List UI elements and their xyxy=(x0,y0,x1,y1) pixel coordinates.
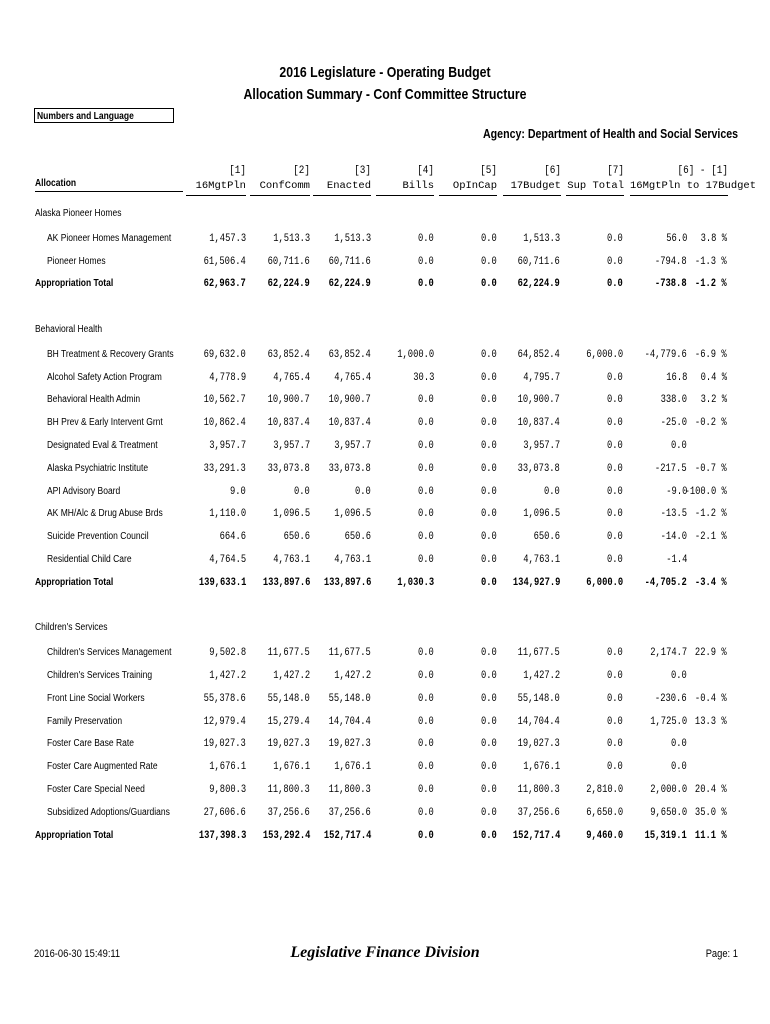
cell-value: 1,725.0 xyxy=(650,715,687,728)
cell-value: 152,717.4 xyxy=(323,829,371,842)
cell-value: 15,319.1 xyxy=(644,829,687,842)
row-name: Alcohol Safety Action Program xyxy=(47,371,162,383)
cell-value: 4,763.1 xyxy=(273,554,310,566)
column-header xyxy=(376,164,434,196)
cell-value: 0.0 xyxy=(355,485,371,498)
cell-value: 30.3 xyxy=(412,371,434,384)
cell-value: 0.0 xyxy=(481,278,497,291)
cell-value: 9,502.8 xyxy=(209,647,246,660)
cell-value: 0.0 xyxy=(418,554,434,566)
cell-value: 1,000.0 xyxy=(397,348,434,361)
cell-value: 0.0 xyxy=(607,761,623,774)
cell-value: 62,224.9 xyxy=(517,278,560,291)
cell-value: 2,174.7 xyxy=(650,647,687,660)
table-row xyxy=(0,256,770,272)
numbers-language-label: Numbers and Language xyxy=(37,111,134,122)
table-row xyxy=(0,738,770,754)
cell-value: 9.0 xyxy=(230,485,246,498)
cell-value: -1.3 % xyxy=(695,255,727,268)
cell-value: 0.0 xyxy=(481,715,497,728)
row-name: Foster Care Base Rate xyxy=(47,738,134,750)
cell-value: 0.0 xyxy=(544,485,560,498)
table-row xyxy=(0,761,770,777)
row-name: BH Prev & Early Intervent Grnt xyxy=(47,417,163,429)
cell-value: 0.0 xyxy=(418,394,434,407)
cell-value: 11,677.5 xyxy=(267,647,310,660)
cell-value: 0.0 xyxy=(607,647,623,660)
cell-value: -217.5 xyxy=(655,462,687,475)
cell-value: 0.0 xyxy=(607,417,623,430)
cell-value: 11,800.3 xyxy=(267,784,310,796)
table-row xyxy=(0,349,770,365)
table-row xyxy=(0,531,770,547)
cell-value: 0.0 xyxy=(418,417,434,430)
cell-value: -3.4 % xyxy=(695,576,727,589)
table-row xyxy=(0,463,770,479)
cell-value: 139,633.1 xyxy=(198,576,246,589)
table-row xyxy=(0,647,770,663)
cell-value: 0.0 xyxy=(607,554,623,566)
cell-value: 27,606.6 xyxy=(203,806,246,819)
cell-value: 0.0 xyxy=(607,715,623,728)
column-number: [4] xyxy=(417,165,434,177)
cell-value: 0.0 xyxy=(481,508,497,521)
cell-value: 0.0 xyxy=(418,278,434,291)
column-label: OpInCap xyxy=(439,179,497,196)
cell-value: 4,765.4 xyxy=(334,371,371,384)
table-row xyxy=(0,440,770,456)
cell-value: 1,676.1 xyxy=(273,761,310,774)
cell-value: 0.0 xyxy=(671,440,687,452)
cell-value: 0.0 xyxy=(418,255,434,268)
cell-value: -4,705.2 xyxy=(644,576,687,589)
column-header xyxy=(313,164,371,196)
cell-value: 14,704.4 xyxy=(517,715,560,728)
table-row xyxy=(0,784,770,800)
column-label: ConfComm xyxy=(250,179,310,196)
cell-value: 55,378.6 xyxy=(203,692,246,705)
cell-value: 0.0 xyxy=(481,394,497,407)
cell-value: 22.9 % xyxy=(695,647,727,660)
cell-value: 338.0 xyxy=(660,394,687,407)
cell-value: 1,676.1 xyxy=(523,761,560,774)
cell-value: 0.0 xyxy=(607,485,623,498)
cell-value: 9,800.3 xyxy=(209,784,246,796)
cell-value: 11,800.3 xyxy=(328,784,371,796)
cell-value: 10,837.4 xyxy=(267,417,310,430)
cell-value: 63,852.4 xyxy=(267,348,310,361)
cell-value: -738.8 xyxy=(655,278,687,291)
cell-value: 1,096.5 xyxy=(334,508,371,521)
cell-value: 0.0 xyxy=(481,462,497,475)
cell-value: 0.0 xyxy=(607,232,623,245)
column-header xyxy=(186,164,246,196)
cell-value: 60,711.6 xyxy=(517,255,560,268)
cell-value: 1,427.2 xyxy=(523,670,560,682)
cell-value: 3.2 % xyxy=(700,394,727,407)
page-number: Page: 1 xyxy=(705,948,738,960)
cell-value: 0.0 xyxy=(481,576,497,589)
cell-value: 0.0 xyxy=(481,554,497,566)
table-row xyxy=(0,716,770,732)
cell-value: 10,562.7 xyxy=(203,394,246,407)
cell-value: -0.2 % xyxy=(695,417,727,430)
table-row xyxy=(0,486,770,502)
cell-value: -1.2 % xyxy=(695,278,727,291)
cell-value: 6,650.0 xyxy=(586,806,623,819)
column-label: Sup Total xyxy=(566,179,624,196)
column-number: [2] xyxy=(293,165,310,177)
row-name: Appropriation Total xyxy=(35,829,114,841)
row-name: AK MH/Alc & Drug Abuse Brds xyxy=(47,508,163,520)
cell-value: 11.1 % xyxy=(695,829,727,842)
cell-value: -14.0 xyxy=(660,531,687,544)
cell-value: 134,927.9 xyxy=(512,576,560,589)
table-row xyxy=(0,554,770,570)
cell-value: 4,778.9 xyxy=(209,371,246,384)
table-row xyxy=(0,693,770,709)
column-header xyxy=(439,164,497,196)
cell-value: 6,000.0 xyxy=(586,348,623,361)
cell-value: 60,711.6 xyxy=(328,255,371,268)
column-header xyxy=(503,164,561,196)
cell-value: -1.2 % xyxy=(695,508,727,521)
column-number: [5] xyxy=(480,165,497,177)
report-title: 2016 Legislature - Operating Budget xyxy=(279,64,491,81)
cell-value: 0.0 xyxy=(481,255,497,268)
cell-value: 10,900.7 xyxy=(328,394,371,407)
cell-value: 37,256.6 xyxy=(517,806,560,819)
row-name: Designated Eval & Treatment xyxy=(47,440,158,451)
cell-value: -4,779.6 xyxy=(644,348,687,361)
row-name: Front Line Social Workers xyxy=(47,692,145,704)
cell-value: 1,513.3 xyxy=(334,232,371,245)
cell-value: 19,027.3 xyxy=(517,738,560,751)
cell-value: 64,852.4 xyxy=(517,348,560,361)
cell-value: 37,256.6 xyxy=(328,806,371,819)
cell-value: 0.0 xyxy=(481,417,497,430)
cell-value: 63,852.4 xyxy=(328,348,371,361)
row-name: AK Pioneer Homes Management xyxy=(47,232,172,244)
table-row xyxy=(0,807,770,823)
cell-value: 33,073.8 xyxy=(328,462,371,475)
cell-value: -794.8 xyxy=(655,255,687,268)
cell-value: 10,837.4 xyxy=(328,417,371,430)
cell-value: 0.0 xyxy=(481,784,497,796)
cell-value: 33,073.8 xyxy=(517,462,560,475)
table-row xyxy=(0,508,770,524)
cell-value: 10,900.7 xyxy=(267,394,310,407)
cell-value: 0.0 xyxy=(481,232,497,245)
row-name: Alaska Psychiatric Institute xyxy=(47,462,149,474)
cell-value: 11,677.5 xyxy=(328,647,371,660)
table-row xyxy=(0,670,770,686)
cell-value: 0.0 xyxy=(418,670,434,682)
cell-value: 61,506.4 xyxy=(203,255,246,268)
row-name: Family Preservation xyxy=(47,715,123,727)
cell-value: 6,000.0 xyxy=(586,576,623,589)
cell-value: 14,704.4 xyxy=(328,715,371,728)
row-name: Foster Care Augmented Rate xyxy=(47,761,158,773)
cell-value: 0.0 xyxy=(671,738,687,751)
cell-value: 16.8 xyxy=(665,371,687,384)
cell-value: 55,148.0 xyxy=(517,692,560,705)
cell-value: 3,957.7 xyxy=(209,440,246,452)
cell-value: -0.4 % xyxy=(695,692,727,705)
cell-value: 19,027.3 xyxy=(267,738,310,751)
cell-value: 0.0 xyxy=(671,670,687,682)
cell-value: 3,957.7 xyxy=(273,440,310,452)
cell-value: 0.0 xyxy=(607,508,623,521)
column-number: [6] - [1] xyxy=(677,165,728,177)
cell-value: 60,711.6 xyxy=(267,255,310,268)
cell-value: 11,800.3 xyxy=(517,784,560,796)
cell-value: 0.0 xyxy=(418,715,434,728)
cell-value: -100.0 % xyxy=(684,485,727,498)
cell-value: 2,000.0 xyxy=(650,784,687,796)
cell-value: -13.5 xyxy=(660,508,687,521)
cell-value: 0.0 xyxy=(481,440,497,452)
cell-value: 664.6 xyxy=(219,531,246,544)
cell-value: 62,224.9 xyxy=(328,278,371,291)
cell-value: 0.0 xyxy=(481,806,497,819)
column-label: 17Budget xyxy=(503,179,561,196)
cell-value: 12,979.4 xyxy=(203,715,246,728)
cell-value: 10,900.7 xyxy=(517,394,560,407)
cell-value: 15,279.4 xyxy=(267,715,310,728)
division-name: Legislative Finance Division xyxy=(290,944,480,961)
cell-value: 0.0 xyxy=(607,278,623,291)
appropriation-total-row xyxy=(0,577,770,593)
cell-value: 0.0 xyxy=(481,371,497,384)
cell-value: 0.0 xyxy=(607,394,623,407)
cell-value: 33,073.8 xyxy=(267,462,310,475)
cell-value: 1,096.5 xyxy=(523,508,560,521)
cell-value: 0.0 xyxy=(418,508,434,521)
cell-value: 0.0 xyxy=(481,738,497,751)
cell-value: 0.0 xyxy=(607,692,623,705)
row-name: Children's Services Training xyxy=(47,670,153,681)
column-header xyxy=(630,164,757,196)
cell-value: 0.0 xyxy=(481,829,497,842)
cell-value: 650.6 xyxy=(533,531,560,544)
cell-value: 0.0 xyxy=(418,761,434,774)
cell-value: 4,764.5 xyxy=(209,554,246,566)
cell-value: 13.3 % xyxy=(695,715,727,728)
cell-value: 0.0 xyxy=(607,531,623,544)
column-label: Enacted xyxy=(313,179,371,196)
cell-value: 0.0 xyxy=(481,670,497,682)
cell-value: -1.4 xyxy=(665,554,687,566)
cell-value: 4,763.1 xyxy=(334,554,371,566)
cell-value: 11,677.5 xyxy=(517,647,560,660)
cell-value: 55,148.0 xyxy=(267,692,310,705)
cell-value: -230.6 xyxy=(655,692,687,705)
cell-value: 1,676.1 xyxy=(334,761,371,774)
cell-value: 650.6 xyxy=(344,531,371,544)
cell-value: 0.0 xyxy=(418,647,434,660)
cell-value: -6.9 % xyxy=(695,348,727,361)
column-label: Bills xyxy=(376,179,434,196)
cell-value: 1,513.3 xyxy=(523,232,560,245)
cell-value: 3.8 % xyxy=(700,232,727,245)
cell-value: 0.0 xyxy=(607,255,623,268)
cell-value: 20.4 % xyxy=(695,784,727,796)
cell-value: 2,810.0 xyxy=(586,784,623,796)
column-number: [3] xyxy=(354,165,371,177)
cell-value: 0.0 xyxy=(607,738,623,751)
cell-value: 1,030.3 xyxy=(397,576,434,589)
report-subtitle: Allocation Summary - Conf Committee Structure xyxy=(243,86,527,103)
cell-value: 3,957.7 xyxy=(334,440,371,452)
row-name: BH Treatment & Recovery Grants xyxy=(47,348,174,360)
table-row xyxy=(0,372,770,388)
cell-value: 0.0 xyxy=(607,440,623,452)
cell-value: 0.0 xyxy=(418,692,434,705)
cell-value: -9.0 xyxy=(665,485,687,498)
cell-value: -0.7 % xyxy=(695,462,727,475)
cell-value: 0.0 xyxy=(607,371,623,384)
numbers-language-box xyxy=(34,108,174,123)
cell-value: 1,096.5 xyxy=(273,508,310,521)
cell-value: 35.0 % xyxy=(695,806,727,819)
section-title: Children's Services xyxy=(35,622,108,634)
cell-value: 153,292.4 xyxy=(262,829,310,842)
cell-value: 0.0 xyxy=(481,761,497,774)
column-number: [1] xyxy=(229,165,246,177)
cell-value: 3,957.7 xyxy=(523,440,560,452)
cell-value: 1,676.1 xyxy=(209,761,246,774)
cell-value: 4,795.7 xyxy=(523,371,560,384)
cell-value: 0.0 xyxy=(671,761,687,774)
column-number: [6] xyxy=(544,165,561,177)
agency-label: Agency: Department of Health and Social Services xyxy=(482,127,738,141)
row-name: Behavioral Health Admin xyxy=(47,394,141,406)
cell-value: 19,027.3 xyxy=(328,738,371,751)
row-name: Suicide Prevention Council xyxy=(47,531,149,543)
section-title: Alaska Pioneer Homes xyxy=(35,208,122,219)
appropriation-total-row xyxy=(0,278,770,294)
cell-value: 0.0 xyxy=(418,440,434,452)
appropriation-total-row xyxy=(0,830,770,846)
cell-value: 0.0 xyxy=(418,531,434,544)
cell-value: -25.0 xyxy=(660,417,687,430)
table-row xyxy=(0,394,770,410)
section-title: Behavioral Health xyxy=(35,324,103,335)
cell-value: 69,632.0 xyxy=(203,348,246,361)
cell-value: 1,513.3 xyxy=(273,232,310,245)
cell-value: 1,427.2 xyxy=(209,670,246,682)
cell-value: 62,963.7 xyxy=(203,278,246,291)
cell-value: 19,027.3 xyxy=(203,738,246,751)
allocation-header: Allocation xyxy=(35,178,183,192)
cell-value: 0.4 % xyxy=(700,371,727,384)
row-name: Appropriation Total xyxy=(35,576,114,588)
cell-value: 650.6 xyxy=(283,531,310,544)
column-header xyxy=(566,164,624,196)
cell-value: 133,897.6 xyxy=(323,576,371,589)
cell-value: 137,398.3 xyxy=(198,829,246,842)
cell-value: 0.0 xyxy=(481,485,497,498)
cell-value: 37,256.6 xyxy=(267,806,310,819)
cell-value: 9,650.0 xyxy=(650,806,687,819)
cell-value: 0.0 xyxy=(481,692,497,705)
cell-value: 4,763.1 xyxy=(523,554,560,566)
row-name: Children's Services Management xyxy=(47,647,172,659)
cell-value: -2.1 % xyxy=(695,531,727,544)
column-label: 16MgtPln to 17Budget xyxy=(630,179,728,196)
cell-value: 0.0 xyxy=(607,462,623,475)
cell-value: 1,427.2 xyxy=(334,670,371,682)
row-name: Residential Child Care xyxy=(47,554,132,565)
table-row xyxy=(0,233,770,249)
cell-value: 1,457.3 xyxy=(209,232,246,245)
cell-value: 0.0 xyxy=(294,485,310,498)
cell-value: 0.0 xyxy=(418,485,434,498)
cell-value: 0.0 xyxy=(418,232,434,245)
cell-value: 0.0 xyxy=(481,647,497,660)
cell-value: 62,224.9 xyxy=(267,278,310,291)
cell-value: 0.0 xyxy=(481,348,497,361)
table-row xyxy=(0,417,770,433)
row-name: API Advisory Board xyxy=(47,485,121,497)
cell-value: 10,862.4 xyxy=(203,417,246,430)
cell-value: 9,460.0 xyxy=(586,829,623,842)
cell-value: 1,110.0 xyxy=(209,508,246,521)
row-name: Appropriation Total xyxy=(35,278,114,290)
cell-value: 0.0 xyxy=(481,531,497,544)
cell-value: 0.0 xyxy=(418,806,434,819)
cell-value: 0.0 xyxy=(607,670,623,682)
row-name: Foster Care Special Need xyxy=(47,784,145,795)
row-name: Pioneer Homes xyxy=(47,255,106,267)
report-timestamp: 2016-06-30 15:49:11 xyxy=(34,948,121,960)
cell-value: 0.0 xyxy=(418,784,434,796)
cell-value: 33,291.3 xyxy=(203,462,246,475)
column-label: 16MgtPln xyxy=(186,179,246,196)
row-name: Subsidized Adoptions/Guardians xyxy=(47,806,170,818)
cell-value: 133,897.6 xyxy=(262,576,310,589)
cell-value: 1,427.2 xyxy=(273,670,310,682)
cell-value: 4,765.4 xyxy=(273,371,310,384)
cell-value: 0.0 xyxy=(418,738,434,751)
cell-value: 56.0 xyxy=(665,232,687,245)
cell-value: 0.0 xyxy=(418,462,434,475)
cell-value: 0.0 xyxy=(418,829,434,842)
cell-value: 10,837.4 xyxy=(517,417,560,430)
column-number: [7] xyxy=(607,165,624,177)
cell-value: 152,717.4 xyxy=(512,829,560,842)
cell-value: 55,148.0 xyxy=(328,692,371,705)
column-header xyxy=(250,164,310,196)
